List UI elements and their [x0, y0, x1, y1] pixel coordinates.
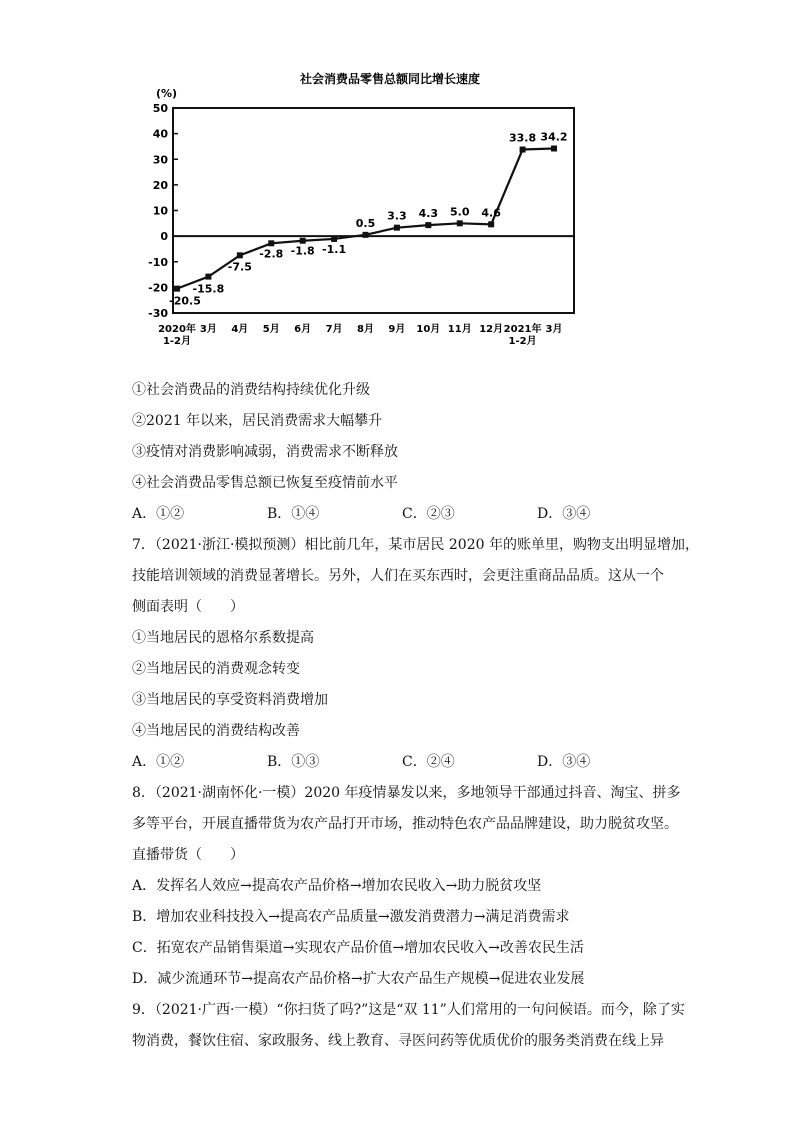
q7-stem	[132, 530, 699, 623]
q7-stem-line: 侧面表明（ ）	[132, 599, 244, 615]
x-tick-label-line: 7月	[325, 324, 343, 335]
q7-statement: ②当地居民的消费观念转变	[132, 661, 300, 677]
y-tick-label: 10	[152, 204, 168, 218]
x-tick-label-line: 6月	[294, 324, 312, 335]
q8-stem-line: 多等平台，开展直播带货为农产品打开市场，推动特色农产品品牌建设，助力脱贫攻坚。	[132, 816, 678, 832]
q7-statement: ④当地居民的消费结构改善	[132, 723, 300, 739]
labels-layer	[158, 130, 567, 347]
q6-statement: ③疫情对消费影响减弱，消费需求不断释放	[132, 444, 398, 460]
x-tick-label-line: 4月	[231, 324, 249, 335]
y-tick-label: 30	[152, 153, 168, 167]
data-point	[488, 221, 494, 227]
q8-option-a[interactable]: A．发挥名人效应→提高农产品价格→增加农民收入→助力脱贫攻坚	[132, 878, 542, 894]
x-tick-label	[200, 322, 217, 335]
q6-statement: ①社会消费品的消费结构持续优化升级	[132, 382, 370, 398]
x-tick-label	[479, 322, 503, 335]
y-tick-label: -10	[148, 255, 168, 269]
x-tick-label-line: 1-2月	[162, 336, 192, 347]
data-label: -1.8	[290, 244, 315, 258]
data-point	[268, 240, 274, 246]
q6-statements	[132, 375, 672, 499]
q7-options	[132, 747, 672, 778]
q7-option-a[interactable]: A．①②	[132, 754, 185, 770]
data-point	[331, 236, 337, 242]
q8-options	[132, 871, 672, 995]
x-tick-label	[504, 322, 542, 347]
y-tick-label: 40	[152, 127, 168, 141]
x-tick-label	[326, 322, 343, 335]
q6-option-a[interactable]: A．①②	[132, 506, 185, 522]
x-tick-label-line: 2020年	[158, 324, 196, 335]
q6-statement: ②2021 年以来，居民消费需求大幅攀升	[132, 413, 383, 429]
y-tick-label: 0	[160, 230, 168, 244]
x-tick-label	[357, 322, 374, 335]
q7-option-c[interactable]: C．②④	[402, 754, 455, 770]
q8-stem-line: 直播带货（ ）	[132, 847, 244, 863]
data-label: 4.6	[481, 206, 501, 220]
x-tick-label-line: 1-2月	[508, 336, 537, 347]
q8-stem-line: 8．（2021·湖南怀化·一模）2020 年疫情暴发以来，多地领导干部通过抖音、淘宝、拼多	[132, 785, 681, 801]
q9-stem-line: 9．（2021·广西·一模）“你扫货了吗?”这是“双 11”人们常用的一句问候语。而今，除了实	[132, 1002, 685, 1018]
q7-option-d[interactable]: D．③④	[537, 754, 591, 770]
x-tick-label-line: 2021年	[503, 324, 542, 335]
y-tick-label: -20	[148, 281, 168, 295]
x-tick-label-line: 3月	[545, 324, 563, 335]
q9-stem-line: 物消费，餐饮住宿、家政服务、线上教育、寻医问药等优质优价的服务类消费在线上异	[132, 1033, 664, 1049]
data-point	[237, 252, 243, 258]
data-label: 3.3	[387, 209, 407, 223]
data-point	[394, 225, 400, 231]
chart-title: 社会消费品零售总额同比增长速度	[299, 72, 481, 86]
x-tick-label-line: 10月	[416, 324, 441, 335]
growth-line-chart	[130, 62, 590, 362]
x-tick-label	[416, 322, 440, 335]
x-tick-label	[388, 322, 405, 335]
data-label: 4.3	[418, 207, 439, 221]
data-point	[520, 147, 526, 153]
q6-option-b[interactable]: B．①④	[267, 506, 320, 522]
q8-stem	[132, 778, 681, 871]
q7-statements	[132, 623, 672, 747]
data-point	[363, 232, 369, 238]
q7-statement: ③当地居民的享受资料消费增加	[132, 692, 328, 708]
data-label: -20.5	[169, 294, 201, 308]
chart-canvas	[130, 62, 590, 362]
x-tick-label-line: 11月	[447, 324, 472, 335]
data-point	[205, 274, 211, 280]
data-label: -1.1	[322, 242, 347, 256]
y-tick-label: 50	[152, 102, 168, 115]
q8-option-b[interactable]: B．增加农业科技投入→提高农产品质量→激发消费潜力→满足消费需求	[132, 909, 570, 925]
x-tick-label-line: 3月	[199, 324, 217, 335]
data-point	[174, 286, 180, 292]
q7-statement: ①当地居民的恩格尔系数提高	[132, 630, 314, 646]
data-point	[551, 145, 557, 151]
x-tick-label-line: 5月	[262, 324, 280, 335]
y-tick-label: 20	[152, 178, 168, 192]
x-tick-label	[294, 322, 311, 335]
q7-stem-line: 7．（2021·浙江·模拟预测）相比前几年，某市居民 2020 年的账单里，购物支出明显增加，	[132, 537, 699, 553]
x-tick-label-line: 12月	[479, 324, 504, 335]
question-text	[132, 375, 699, 1057]
data-label: 34.2	[540, 130, 568, 144]
data-label: 33.8	[509, 131, 537, 145]
q6-options	[132, 499, 672, 530]
q8-option-d[interactable]: D．减少流通环节→提高农产品价格→扩大农产品生产规模→促进农业发展	[132, 971, 585, 987]
q7-stem-line: 技能培训领域的消费显著增长。另外，人们在买东西时，会更注重商品品质。这从一个	[132, 568, 664, 584]
data-point	[457, 220, 463, 226]
q6-option-d[interactable]: D．③④	[537, 506, 591, 522]
q8-option-c[interactable]: C．拓宽农产品销售渠道→实现农产品价值→增加农民收入→改善农民生活	[132, 940, 584, 956]
data-label: -7.5	[227, 260, 252, 274]
data-label: 0.5	[355, 216, 376, 230]
x-tick-label	[263, 322, 280, 335]
data-point	[425, 222, 431, 228]
x-tick-label	[448, 322, 472, 335]
q6-statement: ④社会消费品零售总额已恢复至疫情前水平	[132, 475, 398, 491]
x-tick-label	[231, 322, 248, 335]
data-label: -15.8	[192, 282, 225, 296]
data-label: 5.0	[450, 205, 470, 219]
data-label: -2.8	[259, 247, 284, 261]
q7-option-b[interactable]: B．①③	[267, 754, 320, 770]
x-tick-label	[546, 322, 563, 335]
data-point	[300, 238, 306, 244]
q6-option-c[interactable]: C．②③	[402, 506, 455, 522]
y-tick-label: -30	[148, 307, 168, 320]
x-tick-label-line: 8月	[357, 324, 374, 335]
y-axis-unit: (%)	[156, 87, 178, 100]
q9-stem	[132, 995, 685, 1057]
x-tick-label	[158, 322, 196, 347]
x-tick-label-line: 9月	[388, 324, 406, 335]
